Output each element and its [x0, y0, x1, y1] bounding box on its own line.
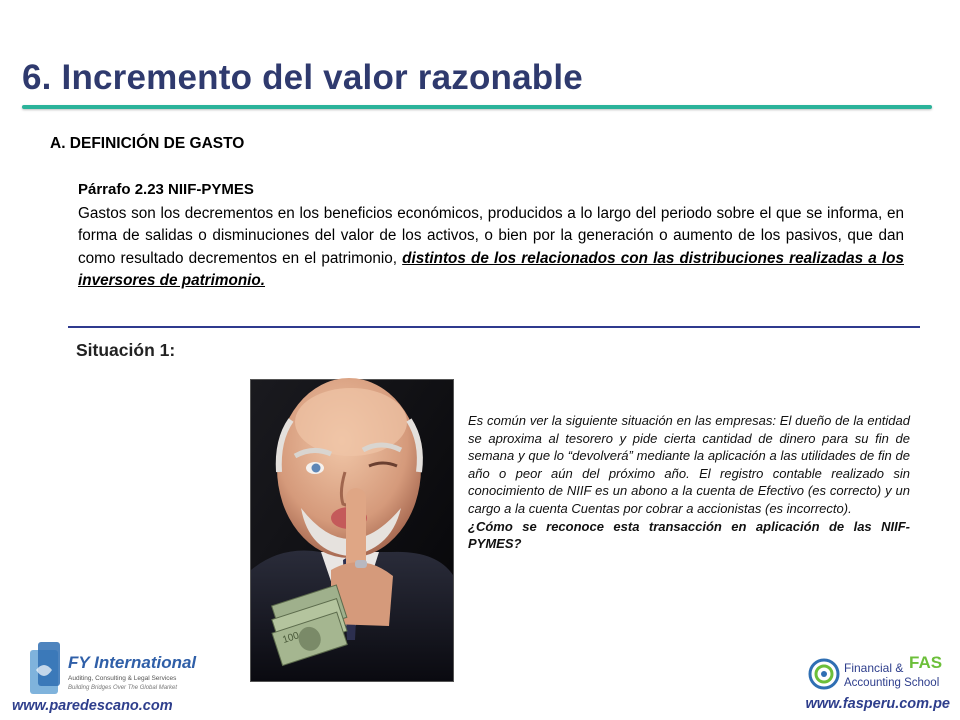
fy-international-logo: [30, 640, 197, 698]
situation-question: ¿Cómo se reconoce esta transacción en aplicación de las NIIF-PYMES?: [468, 518, 910, 552]
title-underline: [22, 105, 932, 109]
footer-url-left[interactable]: www.paredescano.com: [12, 698, 173, 714]
paragraph-body: [78, 203, 904, 292]
photo-illustration: [251, 380, 453, 681]
paragraph-text: Gastos son los decrementos en los beneficios económicos, producidos a lo largo del periodo sobre el que se informa, en forma de salidas o disminuciones del valor de los activos, o bien por la generación o aumento de los pasivos, que dan como resultado decrementos en el patrimonio,: [78, 205, 904, 267]
logo-right-line2: Accounting School: [844, 677, 940, 689]
photo-businessman-shushing: [250, 379, 454, 682]
logo-left-name: FY International: [68, 653, 197, 672]
paragraph-heading: Párrafo 2.23 NIIF-PYMES: [78, 181, 254, 198]
page-title: 6. Incremento del valor razonable: [22, 58, 583, 97]
logo-right-line1: Financial &: [844, 661, 904, 675]
section-separator: [68, 326, 920, 328]
logo-left-slogan: Building Bridges Over The Global Market: [68, 685, 178, 691]
logo-right-mark: FAS: [909, 653, 943, 672]
svg-text:100: 100: [281, 630, 301, 646]
fas-logo: [806, 650, 946, 692]
paragraph-emphasis: distintos de los relacionados con las distribuciones realizadas a los inversores de patrimonio.: [78, 249, 904, 289]
situation-heading: Situación 1:: [76, 340, 176, 360]
situation-text: Es común ver la siguiente situación en las empresas: El dueño de la entidad se aproxima al tesorero y pide cierta cantidad de dinero para su fin de semana y que lo “devolverá” mediante la aplicación a las utilidades de fin de año o peor aún del próximo año. El registro contable realizado sin conocimiento de NIIF es un abono a la cuenta de Efectivo (es correcto) y un cargo a la cuenta Cuentas por cobrar a accionistas (es incorrecto).: [468, 413, 910, 516]
logo-left-tagline: Auditing, Consulting & Legal Services: [68, 675, 177, 682]
footer-url-right[interactable]: www.fasperu.com.pe: [805, 696, 950, 712]
section-heading: A. DEFINICIÓN DE GASTO: [50, 135, 245, 152]
situation-description: [468, 412, 910, 553]
